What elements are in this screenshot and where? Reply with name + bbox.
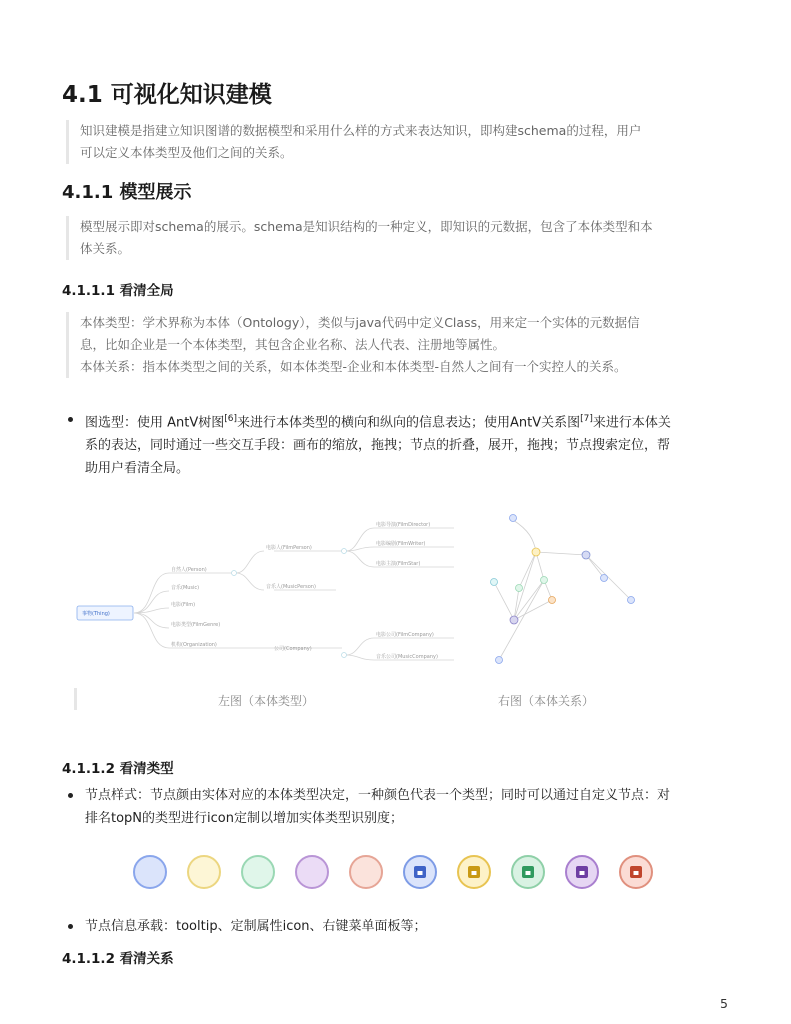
reference-6-link[interactable]: [6] <box>224 414 238 424</box>
bullet-dot <box>68 793 73 798</box>
tree-node-film-person[interactable]: 电影人(FilmPerson) <box>266 545 312 551</box>
tree-node-music[interactable]: 音乐(Music) <box>171 585 200 591</box>
tree-node-film[interactable]: 电影(Film) <box>171 602 196 608</box>
node-color-sample <box>242 856 274 888</box>
briefcase-icon <box>512 856 544 888</box>
intro-line-1: 知识建模是指建立知识图谱的数据模型和采用什么样的方式来表达知识，即构建schema的过程，用户 <box>80 123 642 138</box>
bullet-text <box>85 784 728 830</box>
figure-caption-bar <box>74 688 77 710</box>
model-display-line-2: 体关系。 <box>80 241 131 256</box>
ontology-line-1: 本体类型：学术界称为本体（Ontology），类似与java代码中定义Class，用来定一个实体的元数据信 <box>80 315 640 330</box>
graph-node[interactable] <box>516 585 523 592</box>
tree-node-organization[interactable]: 机构(Organization) <box>171 642 217 648</box>
tree-toggle[interactable] <box>342 653 347 658</box>
badge-icon <box>458 856 490 888</box>
tree-node-person[interactable]: 自然人(Person) <box>171 567 207 573</box>
bullet-text <box>85 408 728 480</box>
bullet-text-part3: 来进行本体关 <box>592 415 671 431</box>
shop-icon <box>620 856 652 888</box>
graph-node[interactable] <box>628 597 635 604</box>
section-heading-4-1: 4.1 可视化知识建模 <box>62 82 272 108</box>
tree-node-film-writer[interactable]: 电影编剧(FilmWriter) <box>376 541 426 547</box>
tree-toggle[interactable] <box>342 549 347 554</box>
node-style-samples <box>130 852 670 892</box>
ontology-line-2: 息，比如企业是一个本体类型，其包含企业名称、法人代表、注册地等属性。 <box>80 337 506 352</box>
bullet-node-info <box>68 915 728 938</box>
bullet-dot <box>68 417 73 422</box>
bullet-node-style-line1: 节点样式：节点颜由实体对应的本体类型决定，一种颜色代表一个类型；同时可以通过自定义节点：对 <box>85 788 671 803</box>
node-color-sample <box>350 856 382 888</box>
bullet-graph-selection <box>68 408 728 480</box>
intro-line-2: 可以定义本体类型及他们之间的关系。 <box>80 145 293 160</box>
tree-node-film-genre[interactable]: 电影类型(FilmGenre) <box>171 622 221 628</box>
building-icon <box>566 856 598 888</box>
bullet-node-style <box>68 784 728 830</box>
bank-icon <box>404 856 436 888</box>
bullet-node-style-line2: 排名topN的类型进行icon定制以增加实体类型识别度； <box>85 811 403 826</box>
graph-node[interactable] <box>496 657 503 664</box>
tree-node-film-star[interactable]: 电影主演(FilmStar) <box>376 561 421 567</box>
tree-node-film-company[interactable]: 电影公司(FilmCompany) <box>376 632 434 638</box>
bullet-dot <box>68 924 73 929</box>
caption-left: 左图（本体类型） <box>218 694 315 708</box>
tree-collapse-toggles <box>232 549 347 658</box>
bullet-text-line3: 助用户看清全局。 <box>85 461 190 477</box>
model-display-quote <box>66 216 730 260</box>
bullet-text-part2: 来进行本体类型的横向和纵向的信息表达；使用AntV关系图 <box>237 415 581 431</box>
graph-node[interactable] <box>582 551 590 559</box>
tree-node-film-director[interactable]: 电影导演(FilmDirector) <box>376 522 431 528</box>
tree-root-label: 事物(Thing) <box>82 611 110 617</box>
graph-node[interactable] <box>541 577 548 584</box>
section-heading-4-1-1-3: 4.1.1.2 看清关系 <box>62 951 174 967</box>
bullet-text-line2: 系的表达，同时通过一些交互手段：画布的缩放，拖拽；节点的折叠，展开，拖拽；节点搜索定位，帮 <box>85 438 671 454</box>
graph-node[interactable] <box>510 616 518 624</box>
graph-node[interactable] <box>601 575 608 582</box>
ontology-quote <box>66 312 730 378</box>
node-color-sample <box>188 856 220 888</box>
caption-right: 右图（本体关系） <box>498 694 595 708</box>
graph-node[interactable] <box>491 579 498 586</box>
graph-node[interactable] <box>510 515 517 522</box>
ontology-line-3: 本体关系：指本体类型之间的关系，如本体类型-企业和本体类型-自然人之间有一个实控人的关系。 <box>80 359 627 374</box>
intro-quote <box>66 120 730 164</box>
tree-node-music-person[interactable]: 音乐人(MusicPerson) <box>266 584 316 590</box>
section-heading-4-1-1: 4.1.1 模型展示 <box>62 182 192 203</box>
ontology-tree-diagram <box>77 521 454 660</box>
tree-toggle[interactable] <box>232 571 237 576</box>
section-heading-4-1-1-2: 4.1.1.2 看清类型 <box>62 761 174 777</box>
ontology-relation-graph <box>491 515 635 664</box>
graph-node[interactable] <box>532 548 540 556</box>
node-color-sample <box>134 856 166 888</box>
graph-node[interactable] <box>549 597 556 604</box>
node-color-sample <box>296 856 328 888</box>
tree-node-music-company[interactable]: 音乐公司(MusicCompany) <box>376 654 438 660</box>
page-number: 5 <box>720 996 728 1011</box>
tree-node-company[interactable]: 公司(Company) <box>274 646 312 652</box>
model-display-line-1: 模型展示即对schema的展示。schema是知识结构的一种定义，即知识的元数据，包含了本体类型和本 <box>80 219 653 234</box>
section-heading-4-1-1-1: 4.1.1.1 看清全局 <box>62 283 174 299</box>
graph-edges <box>494 520 631 660</box>
bullet-text-part1: 图选型：使用 AntV树图 <box>85 415 225 431</box>
bullet-node-info-text: 节点信息承载：tooltip、定制属性icon、右键菜单面板等； <box>85 919 427 934</box>
reference-7-link[interactable]: [7] <box>580 414 593 424</box>
ontology-figure <box>74 500 724 710</box>
